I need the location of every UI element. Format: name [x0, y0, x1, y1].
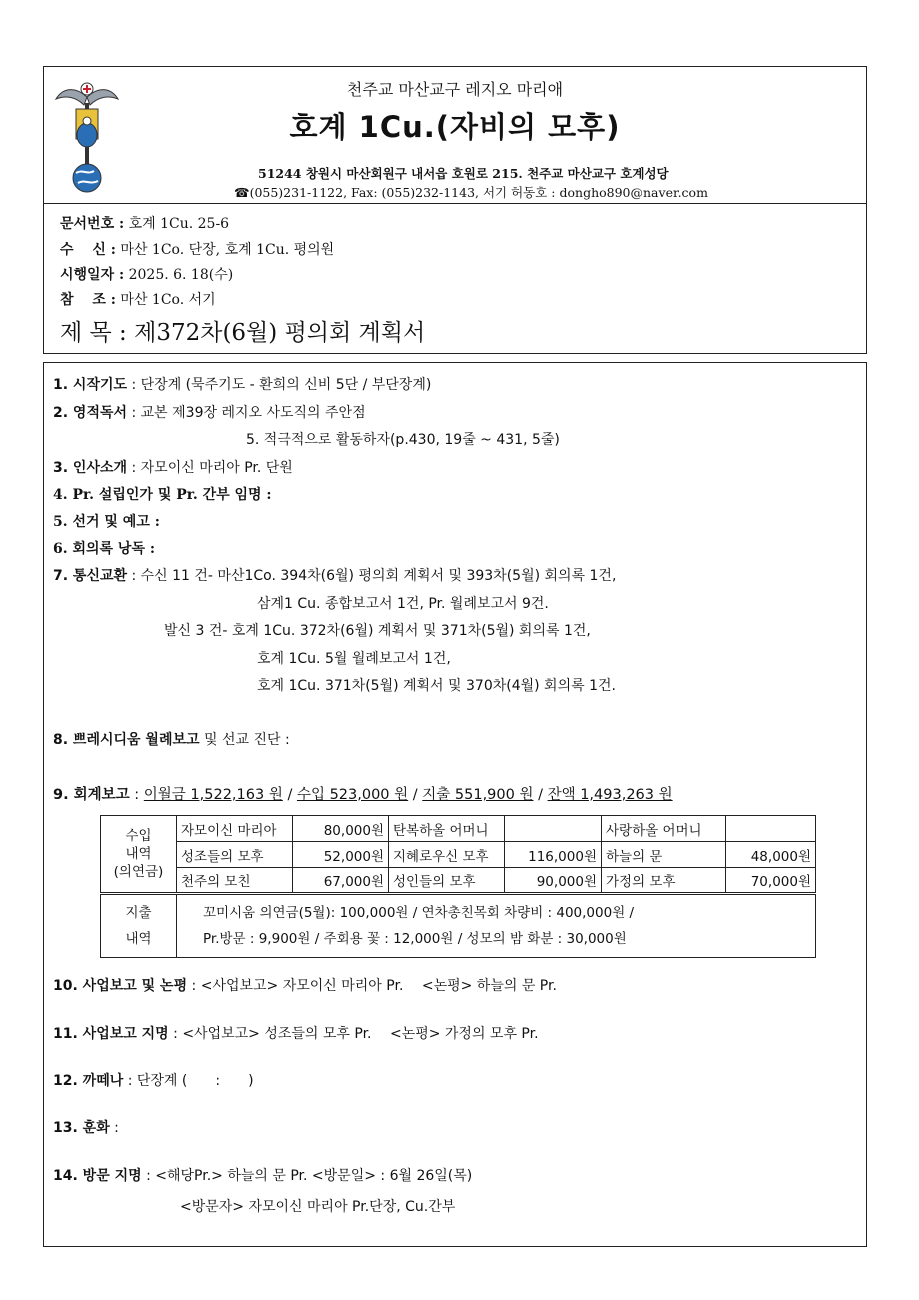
income-value: 67,000원: [293, 868, 389, 894]
income-value: 70,000원: [726, 868, 816, 894]
reference-label: 참 조 :: [60, 292, 116, 308]
recipient-label: 수 신 :: [60, 242, 116, 258]
item-8-text: 및 선교 진단 :: [199, 732, 290, 748]
item-catena: [53, 1070, 254, 1090]
doc-number-row: [60, 213, 229, 233]
item-12-head: 12. 까떼나: [53, 1073, 124, 1089]
item-1-head: 1. 시작기도: [53, 377, 128, 393]
income-name: 가정의 모후: [602, 868, 726, 894]
item-minutes-reading: [53, 538, 155, 558]
income-value: 90,000원: [505, 868, 602, 894]
item-4-head: 4. Pr. 설립인가 및 Pr. 간부 임명 :: [53, 487, 272, 503]
item-allocution: [53, 1117, 119, 1137]
table-row: [101, 868, 816, 894]
item-pr-approval: [53, 484, 272, 504]
date-row: [60, 264, 233, 284]
item-7-line-2: 삼계1 Cu. 종합보고서 1건, Pr. 월례보고서 9건.: [257, 596, 549, 612]
contact-line: ☎(055)231-1122, Fax: (055)232-1143, 서기 허동호 : dongho890@naver.com: [234, 185, 708, 200]
item-introduction: [53, 457, 293, 477]
unit-name: 호계 1Cu.(자비의 모후): [289, 110, 621, 144]
item-5-head: 5. 선거 및 예고 :: [53, 514, 160, 530]
income-name: 사랑하올 어머니: [602, 816, 726, 842]
item-9-sep: :: [129, 787, 144, 803]
item-7-line-4: 호계 1Cu. 5월 월례보고서 1건,: [257, 651, 451, 667]
doc-number-label: 문서번호 :: [60, 216, 125, 232]
item-7-line-5: 호계 1Cu. 371차(5월) 계획서 및 370차(4월) 회의록 1건.: [257, 678, 616, 694]
item-12-text: : 단장계 ( : ): [123, 1073, 254, 1089]
slash-2: /: [408, 787, 423, 803]
table-row: [101, 894, 816, 958]
accounting-table: [100, 815, 816, 958]
income-value: 52,000원: [293, 842, 389, 868]
organization-name: 천주교 마산교구 레지오 마리애: [346, 80, 564, 99]
expense-label-1: 지출: [125, 905, 152, 921]
item-14-text: : <해당Pr.> 하늘의 문 Pr. <방문일> : 6월 26일(목): [141, 1168, 473, 1184]
item-10-head: 10. 사업보고 및 논평: [53, 978, 188, 994]
date-label: 시행일자 :: [60, 267, 125, 283]
recipient-value: 마산 1Co. 단장, 호계 1Cu. 평의원: [120, 242, 335, 258]
income-value: [505, 816, 602, 842]
address: 51244 창원시 마산회원구 내서읍 호원로 215. 천주교 마산교구 호계성당: [258, 166, 669, 181]
balance-amount: 잔액 1,493,263 원: [547, 787, 673, 803]
item-election: [53, 511, 160, 531]
income-label-cell: [101, 816, 177, 894]
income-value: 116,000원: [505, 842, 602, 868]
income-value: 48,000원: [726, 842, 816, 868]
income-name: 천주의 모친: [177, 868, 293, 894]
item-accounting: [53, 783, 673, 804]
header-divider: [44, 203, 866, 204]
item-correspondence: [53, 565, 616, 585]
recipient-row: [60, 239, 334, 259]
item-2-head: 2. 영적독서: [53, 405, 128, 421]
reference-value: 마산 1Co. 서기: [120, 292, 216, 308]
item-7-text: : 수신 11 건- 마산1Co. 394차(6월) 평의회 계획서 및 393차(5월) 회의록 1건,: [127, 568, 617, 584]
income-amount: 수입 523,000 원: [296, 787, 409, 803]
slash-1: /: [282, 787, 297, 803]
income-name: 성인들의 모후: [389, 868, 505, 894]
item-spiritual-reading: [53, 402, 366, 422]
table-row: [101, 842, 816, 868]
expense-details-cell: [177, 894, 816, 958]
slash-3: /: [533, 787, 548, 803]
letterhead-box: [43, 66, 867, 354]
item-11-text: : <사업보고> 성조들의 모후 Pr. <논평> 가정의 모후 Pr.: [168, 1026, 539, 1042]
income-name: 자모이신 마리아: [177, 816, 293, 842]
income-name: 지혜로우신 모후: [389, 842, 505, 868]
income-label-3: (의연금): [113, 864, 164, 880]
item-14-line-2: <방문자> 자모이신 마리아 Pr.단장, Cu.간부: [180, 1199, 456, 1215]
item-7-head: 7. 통신교환: [53, 568, 128, 584]
reference-row: [60, 289, 216, 309]
item-presidium-report: [53, 729, 290, 749]
date-value: 2025. 6. 18(수): [128, 267, 234, 283]
doc-number-value: 호계 1Cu. 25-6: [128, 216, 230, 232]
item-10-text: : <사업보고> 자모이신 마리아 Pr. <논평> 하늘의 문 Pr.: [187, 978, 557, 994]
item-6-head: 6. 회의록 낭독 :: [53, 541, 156, 557]
item-report-assignment: [53, 1023, 539, 1043]
expense-amount: 지출 551,900 원: [422, 787, 534, 803]
table-row: [101, 816, 816, 842]
item-14-head: 14. 방문 지명: [53, 1168, 142, 1184]
item-2-text: : 교본 제39장 레지오 사도직의 주안점: [127, 405, 366, 421]
income-name: 하늘의 문: [602, 842, 726, 868]
expense-label-2: 내역: [125, 931, 152, 947]
income-name: 성조들의 모후: [177, 842, 293, 868]
item-13-text: :: [109, 1120, 119, 1136]
expense-line-1: 꼬미시움 의연금(5월): 100,000원 / 연차총친목회 차량비 : 400,000원 /: [203, 905, 635, 921]
item-3-text: : 자모이신 마리아 Pr. 단원: [127, 460, 293, 476]
item-13-head: 13. 훈화: [53, 1120, 110, 1136]
income-name: 탄복하올 어머니: [389, 816, 505, 842]
item-activity-report: [53, 975, 557, 995]
item-2-continuation: 5. 적극적으로 활동하자(p.430, 19줄 ~ 431, 5줄): [246, 432, 560, 448]
expense-label-cell: [101, 894, 177, 958]
item-7-line-3: 발신 3 건- 호계 1Cu. 372차(6월) 계획서 및 371차(5월) 회의록 1건,: [164, 623, 591, 639]
income-label-1: 수입: [125, 828, 152, 844]
item-11-head: 11. 사업보고 지명: [53, 1026, 169, 1042]
expense-line-2: Pr.방문 : 9,900원 / 주회용 꽃 : 12,000원 / 성모의 밤 화분 : 30,000원: [203, 931, 627, 947]
item-opening-prayer: [53, 374, 431, 394]
item-visit-assignment: [53, 1165, 472, 1185]
item-3-head: 3. 인사소개: [53, 460, 128, 476]
item-9-head: 9. 회계보고: [53, 787, 130, 803]
income-value: 80,000원: [293, 816, 389, 842]
carryover-amount: 이월금 1,522,163 원: [143, 787, 283, 803]
item-8-head: 8. 쁘레시디움 월례보고: [53, 732, 200, 748]
subject-title: 제 목 : 제372차(6월) 평의회 계획서: [60, 320, 426, 346]
income-value: [726, 816, 816, 842]
item-1-text: : 단장계 (묵주기도 - 환희의 신비 5단 / 부단장계): [127, 377, 432, 393]
income-label-2: 내역: [125, 846, 152, 862]
